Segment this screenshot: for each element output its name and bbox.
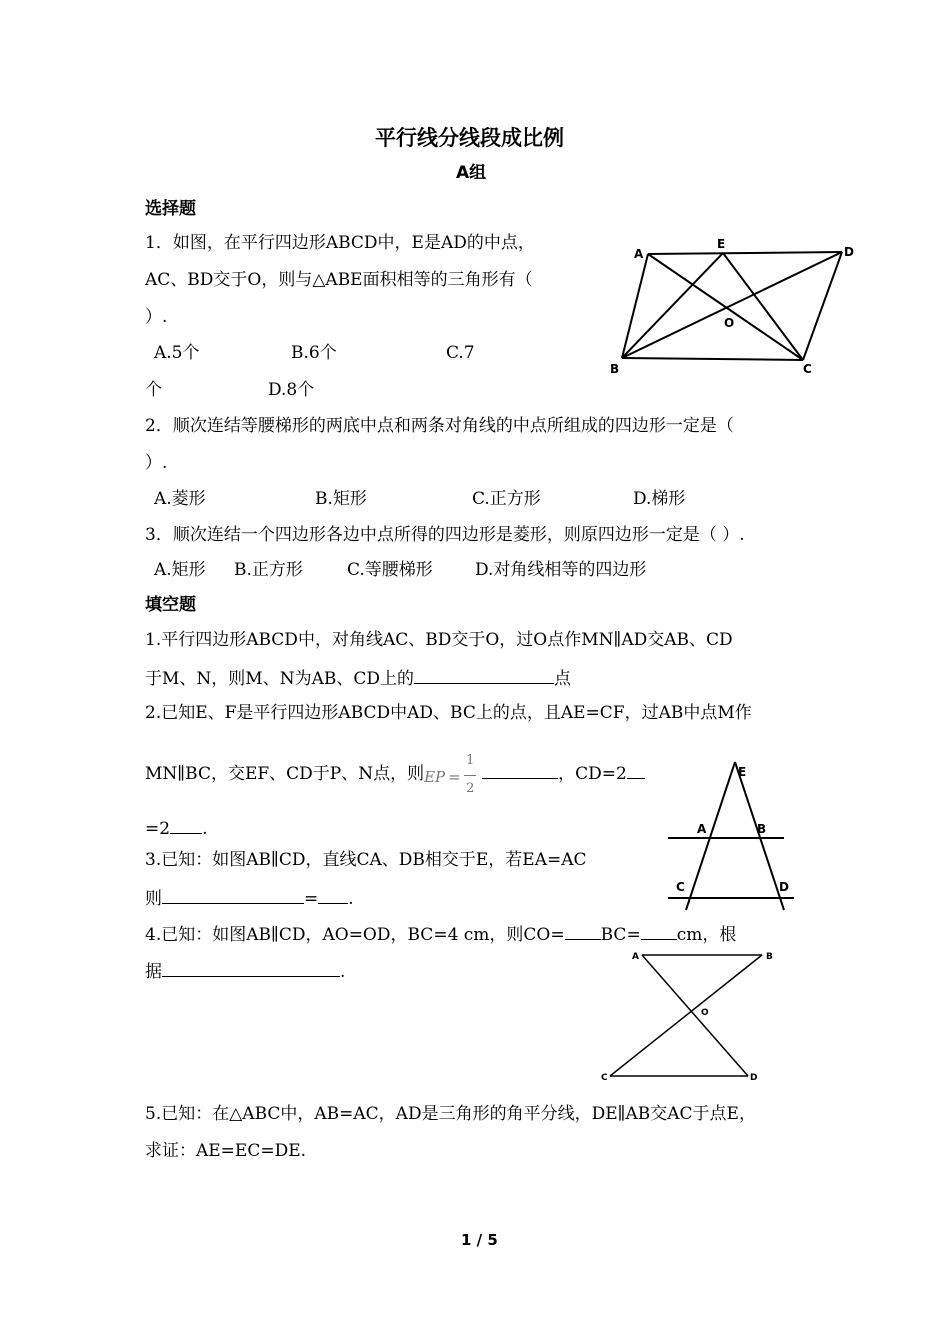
f2-line3 [145,815,207,841]
f2-blank-1[interactable] [482,760,558,779]
q2-option-d: D.梯形 [633,489,686,509]
fig3-label-o: O [701,1008,709,1018]
q2-line2: ）. [145,453,168,473]
f3-line2-end: . [348,889,354,909]
fig3-label-a: A [632,952,639,962]
f3-line2 [145,885,354,911]
f5-line2: 求证：AE=EC=DE. [145,1141,307,1161]
fig2-label-b: B [757,822,767,836]
f2-blank-2[interactable] [627,760,645,779]
q1-line2: AC、BD交于O，则与△ABE面积相等的三角形有（ [145,270,533,290]
q1-option-b: B.6个 [291,343,337,363]
q1-option-a: A.5个 [154,343,200,363]
f4-line1-bc: BC= [600,925,641,945]
q3-option-d: D.对角线相等的四边形 [475,560,647,580]
q3-line1: 3．顺次连结一个四边形各边中点所得的四边形是菱形，则原四边形一定是（ ）. [145,525,745,545]
f2-denominator: 2 [466,780,475,796]
f1-blank[interactable] [414,665,554,684]
figure-bowtie [598,946,788,1086]
q3-option-a: A.矩形 [154,560,206,580]
fig3-label-b: B [766,952,773,962]
section-fill-heading: 填空题 [145,595,196,615]
q1-option-c-cont: 个 [145,380,162,400]
fig1-label-d: D [844,245,854,259]
f3-line2-eq: = [304,889,319,909]
f2-line3-end: . [202,819,208,839]
fig3-label-d: D [750,1073,758,1083]
figure-parallel-lines [660,758,800,918]
fig2-label-e: E [738,765,747,779]
f4-line1 [145,921,736,947]
f2-line2-cd: ，CD=2 [558,764,627,784]
q2-option-b: B.矩形 [315,489,367,509]
f1-line1: 1.平行四边形ABCD中，对角线AC、BD交于O，过O点作MN∥AD交AB、CD [145,630,733,650]
f5-line1: 5.已知：在△ABC中，AB=AC，AD是三角形的角平分线，DE∥AB交AC于点E， [145,1104,756,1124]
f3-line1: 3.已知：如图AB∥CD，直线CA、DB相交于E，若EA=AC [145,850,587,870]
f4-line2-end: . [340,962,346,982]
f3-line2-text: 则 [145,889,162,909]
f4-blank-3[interactable] [162,958,340,977]
fig1-label-b: B [610,362,620,376]
fig2-label-d: D [779,880,789,894]
f2-line2 [145,752,645,796]
f1-line2-text: 于M、N，则M、N为AB、CD上的 [145,669,414,689]
f2-fraction [424,752,482,796]
fig1-label-o: O [724,316,735,330]
q1-option-c: C.7 [446,343,475,363]
q3-option-b: B.正方形 [234,560,303,580]
f2-eq: = [448,767,461,786]
page-number: 1 / 5 [461,1231,498,1249]
f1-line2-end: 点 [553,669,571,689]
f4-line2 [145,958,345,984]
group-heading: A组 [456,163,487,183]
q1-option-d: D.8个 [268,380,315,400]
q2-option-c: C.正方形 [472,489,541,509]
f2-line1: 2.已知E、F是平行四边形ABCD中AD、BC上的点，且AE=CF，过AB中点M作 [145,703,752,723]
f2-ep: EP [424,767,446,786]
f4-blank-1[interactable] [565,921,601,940]
figure-parallelogram [608,238,858,378]
q2-option-a: A.菱形 [154,489,206,509]
fig2-label-c: C [676,880,685,894]
f4-blank-2[interactable] [641,921,677,940]
fig1-label-a: A [634,247,644,261]
fig1-label-c: C [803,362,812,376]
q3-option-c: C.等腰梯形 [347,560,433,580]
f2-numerator: 1 [466,752,475,768]
f2-line2-text: MN∥BC，交EF、CD于P、N点，则 [145,764,425,784]
f3-blank-1[interactable] [162,885,304,904]
fig1-label-e: E [717,237,726,251]
f1-line2 [145,665,571,691]
section-choice-heading: 选择题 [145,199,196,219]
q1-line1: 1．如图，在平行四边形ABCD中，E是AD的中点， [145,233,535,253]
f2-line3-text: =2 [145,819,171,839]
f4-line2-text: 据 [145,962,162,982]
f4-line1-text: 4.已知：如图AB∥CD，AO=OD，BC=4 cm，则CO= [145,925,565,945]
fig3-label-c: C [601,1073,608,1083]
page-title: 平行线分线段成比例 [375,126,564,150]
q2-line1: 2．顺次连结等腰梯形的两底中点和两条对角线的中点所组成的四边形一定是（ [145,416,734,436]
f4-line1-end: cm，根 [676,925,737,945]
f3-blank-2[interactable] [318,885,348,904]
q1-line3: ）. [145,307,168,327]
fig2-label-a: A [697,822,707,836]
f2-blank-3[interactable] [170,815,202,834]
